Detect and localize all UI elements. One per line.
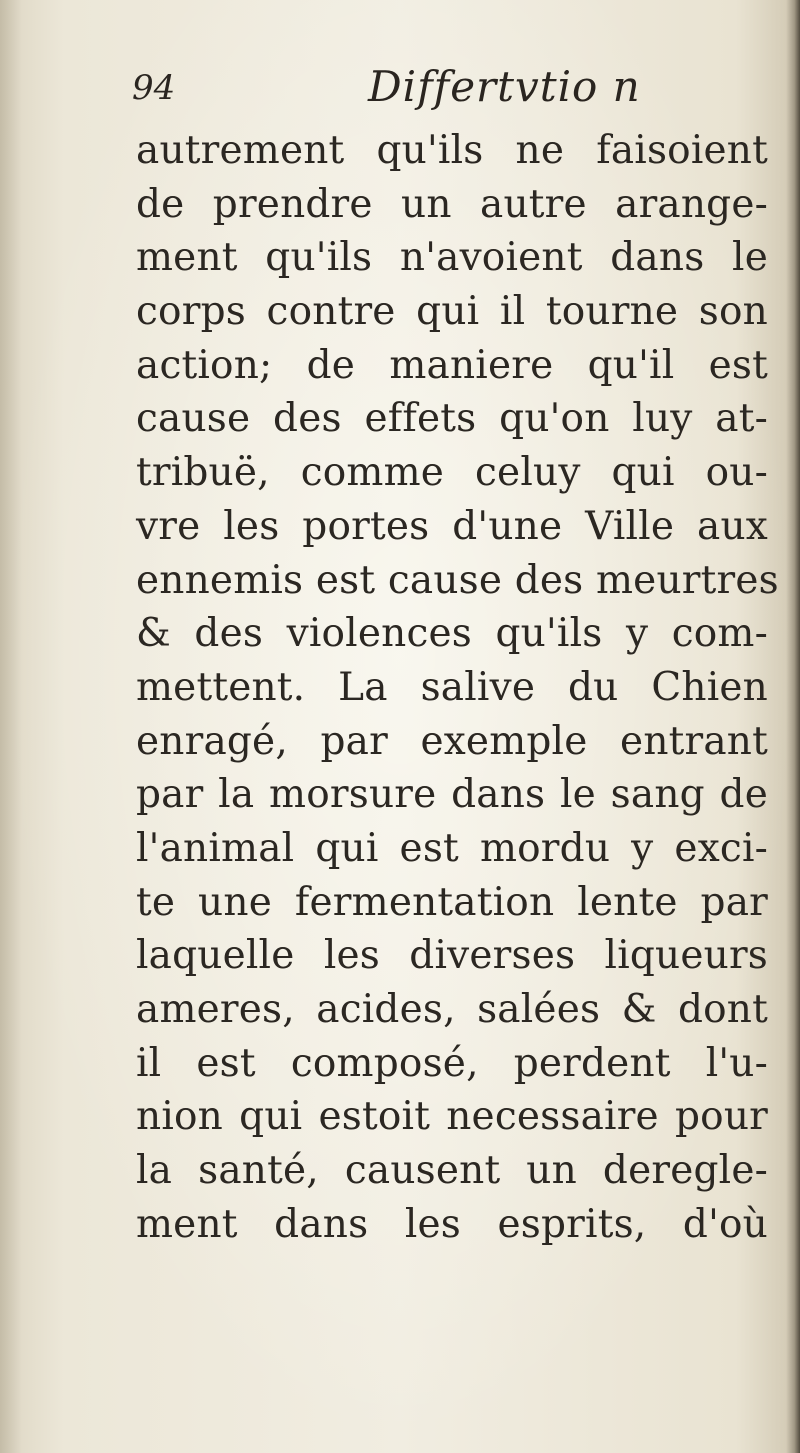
text-line: par la morsure dans le sang de — [136, 772, 768, 818]
text-line: autrement qu'ils ne faisoient — [136, 128, 768, 173]
text-line: de prendre un autre arange- — [136, 181, 768, 227]
body-text — [136, 124, 779, 1251]
text-line: & des violences qu'ils y com- — [136, 611, 768, 657]
page-number: 94 — [132, 68, 176, 108]
text-line: corps contre qui il tourne son — [136, 289, 768, 335]
page-gutter-shadow — [0, 0, 22, 1453]
text-line: ameres, acides, salées & dont — [136, 987, 768, 1032]
text-line: ennemis est cause des meurtres — [136, 557, 779, 603]
page-header — [132, 62, 672, 118]
text-line: action; de maniere qu'il est — [136, 342, 768, 388]
running-title: Differtvtio n — [368, 62, 641, 111]
text-line: nion qui estoit necessaire pour — [136, 1094, 768, 1140]
text-line: enragé, par exemple entrant — [136, 718, 768, 764]
text-line: il est composé, perdent l'u- — [136, 1040, 768, 1086]
text-line: l'animal qui est mordu y exci- — [136, 825, 768, 871]
text-line: te une fermentation lente par — [136, 879, 768, 925]
page-edge-shadow — [786, 0, 800, 1453]
text-line: ment qu'ils n'avoient dans le — [136, 235, 768, 281]
text-line: ment dans les esprits, d'où — [136, 1201, 768, 1247]
text-line: cause des effets qu'on luy at- — [136, 396, 768, 442]
text-line: la santé, causent un deregle- — [136, 1148, 768, 1194]
text-line: vre les portes d'une Ville aux — [136, 503, 768, 549]
text-line: laquelle les diverses liqueurs — [136, 933, 768, 979]
text-line: tribuë, comme celuy qui ou- — [136, 450, 768, 496]
text-line: mettent. La salive du Chien — [136, 664, 768, 710]
